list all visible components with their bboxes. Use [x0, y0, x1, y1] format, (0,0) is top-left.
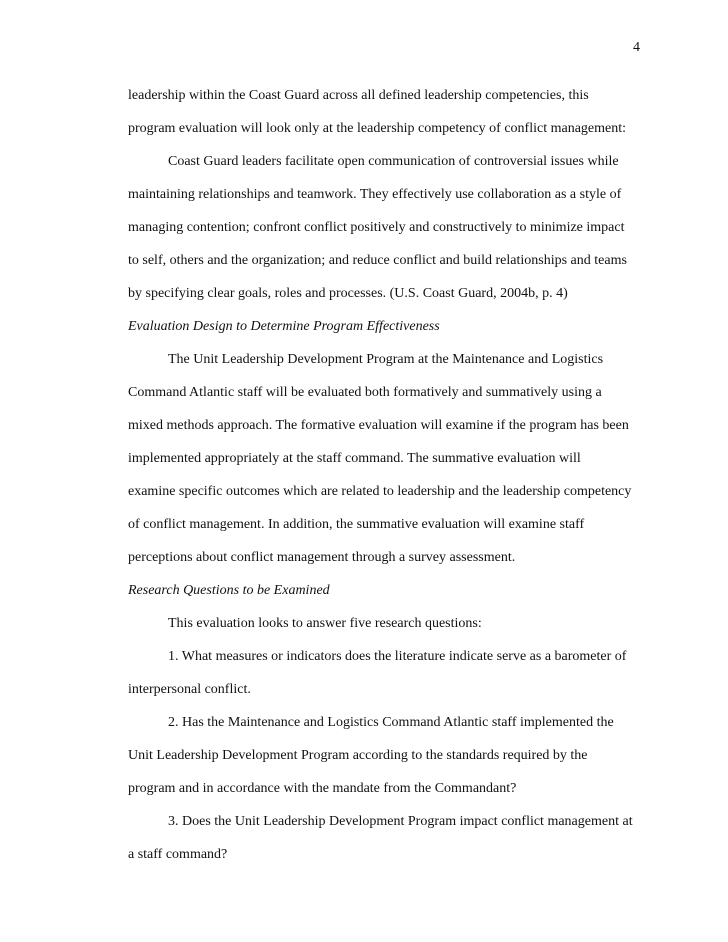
block-quote-line: Coast Guard leaders facilitate open communication of controversial issues while	[168, 154, 619, 169]
section-heading-evaluation-design: Evaluation Design to Determine Program Effectiveness	[128, 319, 440, 334]
section-heading-research-questions: Research Questions to be Examined	[128, 583, 330, 598]
body-text-line: perceptions about conflict management through a survey assessment.	[128, 550, 516, 565]
research-question-2-continued: program and in accordance with the mandate from the Commandant?	[128, 781, 517, 796]
body-text-line: of conflict management. In addition, the summative evaluation will examine staff	[128, 517, 585, 532]
page-number: 4	[633, 40, 640, 55]
research-question-1-continued: interpersonal conflict.	[128, 682, 251, 697]
research-question-2: 2. Has the Maintenance and Logistics Command Atlantic staff implemented the	[168, 715, 614, 730]
body-text-line: mixed methods approach. The formative evaluation will examine if the program has been	[128, 418, 629, 433]
block-quote-line: by specifying clear goals, roles and processes. (U.S. Coast Guard, 2004b, p. 4)	[128, 286, 568, 301]
body-text-line: examine specific outcomes which are related to leadership and the leadership competency	[128, 484, 632, 499]
body-text-line: Command Atlantic staff will be evaluated both formatively and summatively using a	[128, 385, 602, 400]
block-quote-line: managing contention; confront conflict positively and constructively to minimize impact	[128, 220, 625, 235]
research-question-2-continued: Unit Leadership Development Program according to the standards required by the	[128, 748, 588, 763]
research-question-3-continued: a staff command?	[128, 847, 228, 862]
body-text-line: The Unit Leadership Development Program at the Maintenance and Logistics	[168, 352, 604, 367]
research-question-1: 1. What measures or indicators does the literature indicate serve as a barometer of	[168, 649, 627, 664]
block-quote-line: to self, others and the organization; and reduce conflict and build relationships and teams	[128, 253, 627, 268]
block-quote-line: maintaining relationships and teamwork. They effectively use collaboration as a style of	[128, 187, 622, 202]
body-text-line: leadership within the Coast Guard across all defined leadership competencies, this	[128, 88, 589, 103]
body-text-line: This evaluation looks to answer five research questions:	[168, 616, 482, 631]
research-question-3: 3. Does the Unit Leadership Development Program impact conflict management at	[168, 814, 633, 829]
body-text-line: program evaluation will look only at the leadership competency of conflict management:	[128, 121, 627, 136]
body-text-line: implemented appropriately at the staff command. The summative evaluation will	[128, 451, 581, 466]
